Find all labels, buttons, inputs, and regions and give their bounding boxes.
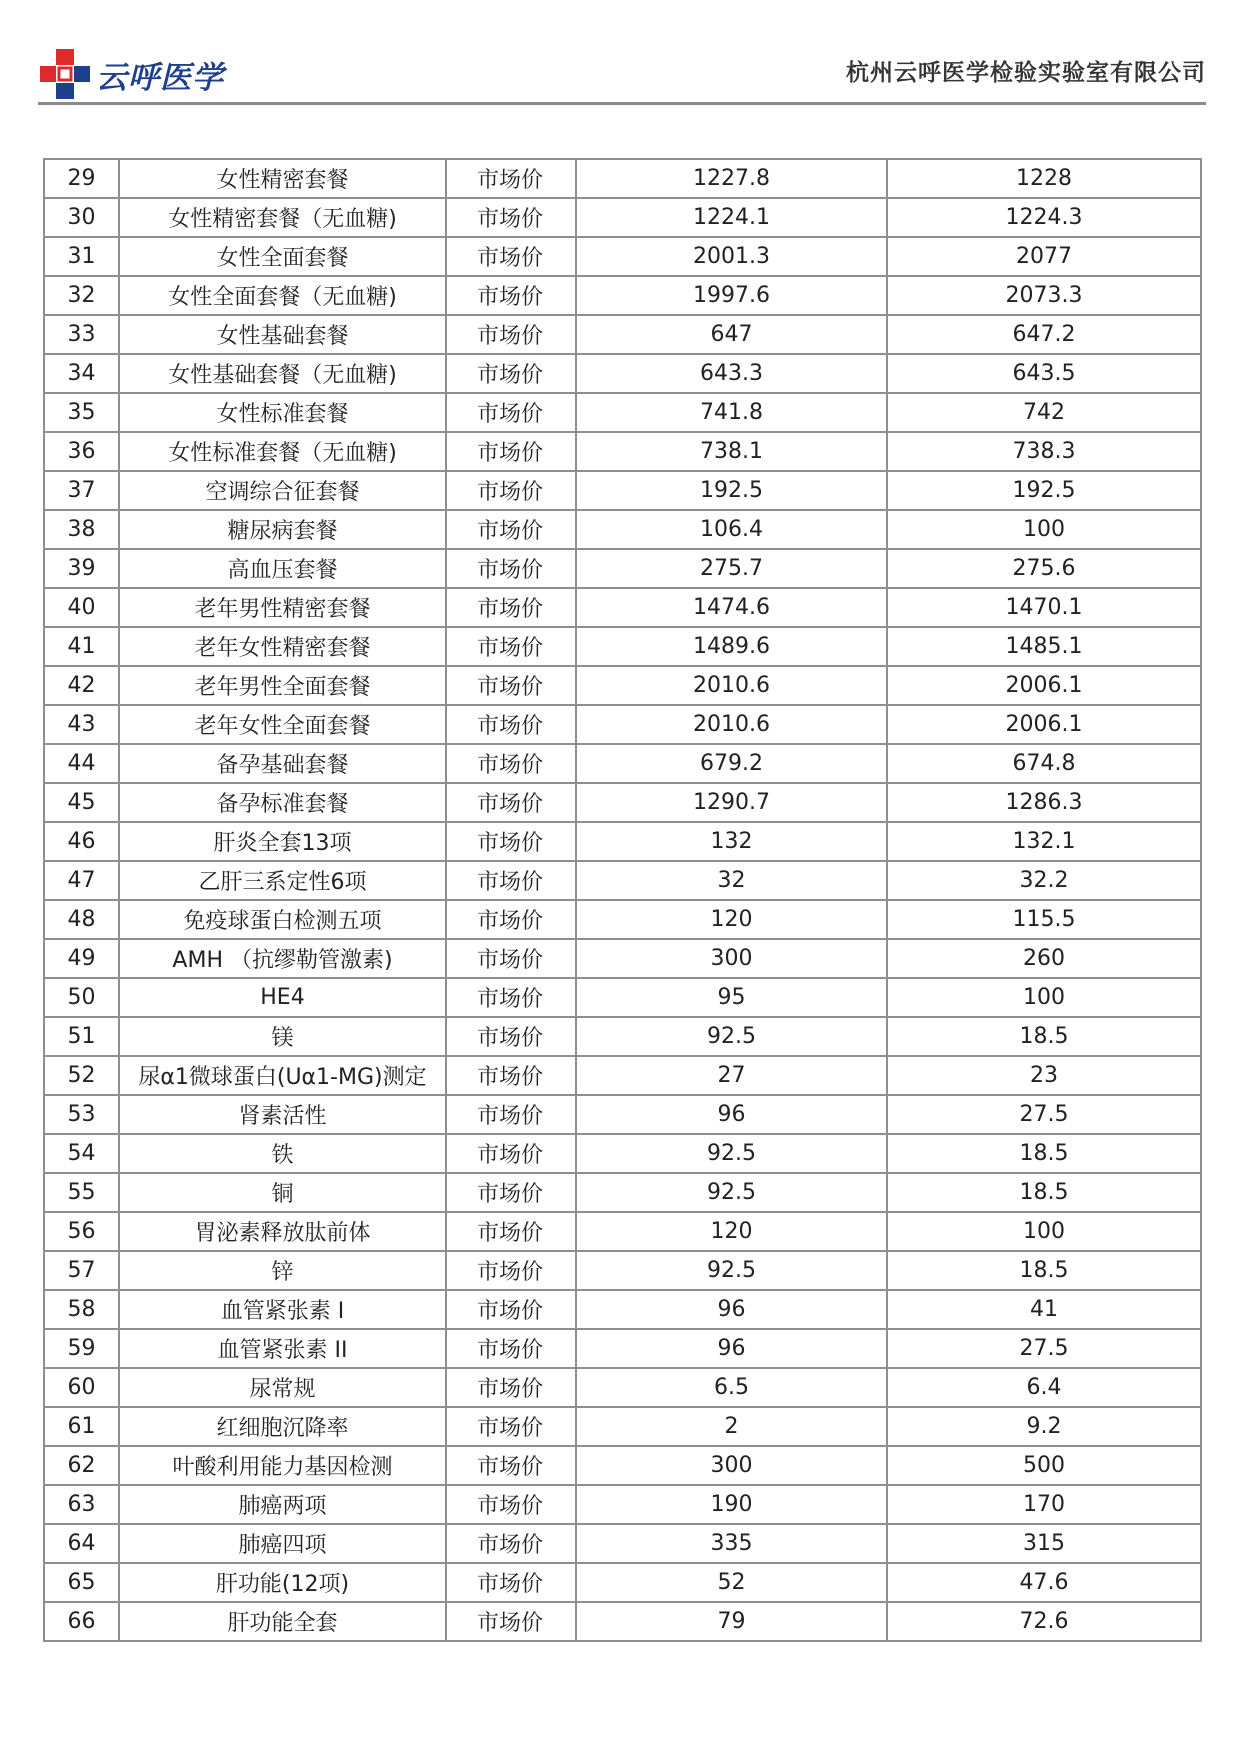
table-row (44, 198, 1201, 237)
price-type-cell: 市场价 (446, 237, 576, 276)
price-cell: 2073.3 (887, 276, 1201, 315)
price-type-cell: 市场价 (446, 1017, 576, 1056)
row-number-cell: 40 (44, 588, 119, 627)
price-cell: 1224.3 (887, 198, 1201, 237)
item-name-cell: 备孕基础套餐 (119, 744, 446, 783)
row-number-cell: 39 (44, 549, 119, 588)
table-row (44, 1563, 1201, 1602)
price-type-cell: 市场价 (446, 1056, 576, 1095)
item-name-cell: 女性基础套餐 (119, 315, 446, 354)
price-type-cell: 市场价 (446, 1134, 576, 1173)
item-name-cell: 免疫球蛋白检测五项 (119, 900, 446, 939)
table-row (44, 471, 1201, 510)
row-number-cell: 58 (44, 1290, 119, 1329)
price-cell: 27 (576, 1056, 887, 1095)
price-type-cell: 市场价 (446, 1524, 576, 1563)
row-number-cell: 42 (44, 666, 119, 705)
table-row (44, 627, 1201, 666)
item-name-cell: 尿α1微球蛋白(Uα1-MG)测定 (119, 1056, 446, 1095)
table-row (44, 1407, 1201, 1446)
price-type-cell: 市场价 (446, 510, 576, 549)
page-header (38, 40, 1206, 106)
item-name-cell: 女性标准套餐 (119, 393, 446, 432)
row-number-cell: 32 (44, 276, 119, 315)
price-type-cell: 市场价 (446, 705, 576, 744)
price-type-cell: 市场价 (446, 159, 576, 198)
price-type-cell: 市场价 (446, 978, 576, 1017)
item-name-cell: 备孕标准套餐 (119, 783, 446, 822)
price-type-cell: 市场价 (446, 1173, 576, 1212)
price-cell: 23 (887, 1056, 1201, 1095)
price-type-cell: 市场价 (446, 1095, 576, 1134)
price-cell: 300 (576, 1446, 887, 1485)
price-cell: 647 (576, 315, 887, 354)
row-number-cell: 30 (44, 198, 119, 237)
price-cell: 1290.7 (576, 783, 887, 822)
price-cell: 260 (887, 939, 1201, 978)
row-number-cell: 59 (44, 1329, 119, 1368)
table-row (44, 1602, 1201, 1641)
price-type-cell: 市场价 (446, 432, 576, 471)
row-number-cell: 51 (44, 1017, 119, 1056)
price-cell: 95 (576, 978, 887, 1017)
price-type-cell: 市场价 (446, 822, 576, 861)
price-cell: 1485.1 (887, 627, 1201, 666)
price-type-cell: 市场价 (446, 744, 576, 783)
price-cell: 120 (576, 900, 887, 939)
row-number-cell: 54 (44, 1134, 119, 1173)
price-cell: 115.5 (887, 900, 1201, 939)
table-row (44, 1134, 1201, 1173)
row-number-cell: 35 (44, 393, 119, 432)
price-cell: 2006.1 (887, 666, 1201, 705)
table-row (44, 861, 1201, 900)
price-cell: 18.5 (887, 1134, 1201, 1173)
item-name-cell: 女性全面套餐 (119, 237, 446, 276)
price-cell: 500 (887, 1446, 1201, 1485)
price-cell: 2077 (887, 237, 1201, 276)
row-number-cell: 56 (44, 1212, 119, 1251)
table-row (44, 1368, 1201, 1407)
row-number-cell: 33 (44, 315, 119, 354)
item-name-cell: 肾素活性 (119, 1095, 446, 1134)
item-name-cell: 铁 (119, 1134, 446, 1173)
item-name-cell: 肺癌四项 (119, 1524, 446, 1563)
item-name-cell: HE4 (119, 978, 446, 1017)
table-row (44, 237, 1201, 276)
price-cell: 52 (576, 1563, 887, 1602)
price-cell: 100 (887, 510, 1201, 549)
item-name-cell: 老年男性精密套餐 (119, 588, 446, 627)
table-row (44, 588, 1201, 627)
table-row (44, 1173, 1201, 1212)
table-row (44, 159, 1201, 198)
item-name-cell: 锌 (119, 1251, 446, 1290)
price-cell: 6.5 (576, 1368, 887, 1407)
table-row (44, 354, 1201, 393)
logo-text: 云呼医学 (96, 59, 224, 96)
price-cell: 1228 (887, 159, 1201, 198)
row-number-cell: 46 (44, 822, 119, 861)
row-number-cell: 37 (44, 471, 119, 510)
price-type-cell: 市场价 (446, 1485, 576, 1524)
price-cell: 32 (576, 861, 887, 900)
price-type-cell: 市场价 (446, 1368, 576, 1407)
table-row (44, 1485, 1201, 1524)
price-cell: 1489.6 (576, 627, 887, 666)
price-cell: 47.6 (887, 1563, 1201, 1602)
table-row (44, 939, 1201, 978)
price-cell: 79 (576, 1602, 887, 1641)
price-cell: 643.3 (576, 354, 887, 393)
price-cell: 92.5 (576, 1017, 887, 1056)
item-name-cell: 镁 (119, 1017, 446, 1056)
price-cell: 335 (576, 1524, 887, 1563)
item-name-cell: 胃泌素释放肽前体 (119, 1212, 446, 1251)
price-cell: 674.8 (887, 744, 1201, 783)
price-cell: 18.5 (887, 1017, 1201, 1056)
table-row (44, 1290, 1201, 1329)
row-number-cell: 62 (44, 1446, 119, 1485)
price-cell: 6.4 (887, 1368, 1201, 1407)
price-type-cell: 市场价 (446, 354, 576, 393)
row-number-cell: 60 (44, 1368, 119, 1407)
company-name: 杭州云呼医学检验实验室有限公司 (846, 60, 1206, 86)
price-table-body (44, 159, 1201, 1641)
price-type-cell: 市场价 (446, 666, 576, 705)
price-cell: 2010.6 (576, 666, 887, 705)
table-row (44, 1212, 1201, 1251)
price-cell: 100 (887, 978, 1201, 1017)
logo (38, 46, 224, 102)
table-row (44, 783, 1201, 822)
table-row (44, 549, 1201, 588)
price-cell: 2001.3 (576, 237, 887, 276)
item-name-cell: 高血压套餐 (119, 549, 446, 588)
item-name-cell: 老年男性全面套餐 (119, 666, 446, 705)
row-number-cell: 47 (44, 861, 119, 900)
price-cell: 738.1 (576, 432, 887, 471)
item-name-cell: 女性精密套餐（无血糖) (119, 198, 446, 237)
price-cell: 1227.8 (576, 159, 887, 198)
row-number-cell: 49 (44, 939, 119, 978)
item-name-cell: 肝炎全套13项 (119, 822, 446, 861)
item-name-cell: 糖尿病套餐 (119, 510, 446, 549)
table-row (44, 1446, 1201, 1485)
row-number-cell: 66 (44, 1602, 119, 1641)
price-cell: 27.5 (887, 1095, 1201, 1134)
table-row (44, 315, 1201, 354)
price-cell: 120 (576, 1212, 887, 1251)
table-row (44, 432, 1201, 471)
item-name-cell: 肝功能(12项) (119, 1563, 446, 1602)
table-row (44, 666, 1201, 705)
price-cell: 132.1 (887, 822, 1201, 861)
item-name-cell: 空调综合征套餐 (119, 471, 446, 510)
price-type-cell: 市场价 (446, 276, 576, 315)
price-table (43, 158, 1202, 1642)
table-row (44, 393, 1201, 432)
row-number-cell: 44 (44, 744, 119, 783)
item-name-cell: 红细胞沉降率 (119, 1407, 446, 1446)
item-name-cell: AMH （抗缪勒管激素) (119, 939, 446, 978)
table-row (44, 822, 1201, 861)
row-number-cell: 34 (44, 354, 119, 393)
row-number-cell: 52 (44, 1056, 119, 1095)
row-number-cell: 61 (44, 1407, 119, 1446)
price-type-cell: 市场价 (446, 1290, 576, 1329)
price-cell: 92.5 (576, 1134, 887, 1173)
row-number-cell: 41 (44, 627, 119, 666)
table-row (44, 1095, 1201, 1134)
price-cell: 2006.1 (887, 705, 1201, 744)
table-row (44, 978, 1201, 1017)
price-type-cell: 市场价 (446, 1563, 576, 1602)
price-cell: 679.2 (576, 744, 887, 783)
price-cell: 9.2 (887, 1407, 1201, 1446)
price-type-cell: 市场价 (446, 1212, 576, 1251)
medical-cross-logo-icon (38, 47, 92, 101)
price-cell: 41 (887, 1290, 1201, 1329)
price-cell: 192.5 (887, 471, 1201, 510)
price-cell: 192.5 (576, 471, 887, 510)
row-number-cell: 38 (44, 510, 119, 549)
price-type-cell: 市场价 (446, 939, 576, 978)
price-cell: 92.5 (576, 1173, 887, 1212)
table-row (44, 900, 1201, 939)
row-number-cell: 43 (44, 705, 119, 744)
price-cell: 741.8 (576, 393, 887, 432)
item-name-cell: 叶酸利用能力基因检测 (119, 1446, 446, 1485)
table-row (44, 1251, 1201, 1290)
price-cell: 275.7 (576, 549, 887, 588)
price-cell: 106.4 (576, 510, 887, 549)
item-name-cell: 女性标准套餐（无血糖) (119, 432, 446, 471)
price-type-cell: 市场价 (446, 549, 576, 588)
price-cell: 100 (887, 1212, 1201, 1251)
row-number-cell: 65 (44, 1563, 119, 1602)
row-number-cell: 50 (44, 978, 119, 1017)
price-cell: 647.2 (887, 315, 1201, 354)
item-name-cell: 肺癌两项 (119, 1485, 446, 1524)
price-type-cell: 市场价 (446, 1602, 576, 1641)
row-number-cell: 48 (44, 900, 119, 939)
row-number-cell: 57 (44, 1251, 119, 1290)
item-name-cell: 血管紧张素 I (119, 1290, 446, 1329)
price-type-cell: 市场价 (446, 1446, 576, 1485)
price-cell: 170 (887, 1485, 1201, 1524)
price-cell: 2 (576, 1407, 887, 1446)
price-type-cell: 市场价 (446, 1251, 576, 1290)
price-cell: 72.6 (887, 1602, 1201, 1641)
table-row (44, 276, 1201, 315)
price-cell: 92.5 (576, 1251, 887, 1290)
item-name-cell: 尿常规 (119, 1368, 446, 1407)
item-name-cell: 女性基础套餐（无血糖) (119, 354, 446, 393)
table-row (44, 1017, 1201, 1056)
table-row (44, 744, 1201, 783)
price-cell: 190 (576, 1485, 887, 1524)
header-divider (38, 102, 1206, 105)
table-row (44, 705, 1201, 744)
price-cell: 643.5 (887, 354, 1201, 393)
row-number-cell: 55 (44, 1173, 119, 1212)
price-cell: 96 (576, 1290, 887, 1329)
item-name-cell: 血管紧张素 II (119, 1329, 446, 1368)
row-number-cell: 29 (44, 159, 119, 198)
price-type-cell: 市场价 (446, 627, 576, 666)
price-cell: 18.5 (887, 1173, 1201, 1212)
price-cell: 1997.6 (576, 276, 887, 315)
table-row (44, 510, 1201, 549)
price-type-cell: 市场价 (446, 900, 576, 939)
table-row (44, 1056, 1201, 1095)
price-type-cell: 市场价 (446, 393, 576, 432)
price-cell: 18.5 (887, 1251, 1201, 1290)
item-name-cell: 乙肝三系定性6项 (119, 861, 446, 900)
price-type-cell: 市场价 (446, 588, 576, 627)
item-name-cell: 铜 (119, 1173, 446, 1212)
table-row (44, 1524, 1201, 1563)
price-cell: 742 (887, 393, 1201, 432)
item-name-cell: 老年女性全面套餐 (119, 705, 446, 744)
price-cell: 1470.1 (887, 588, 1201, 627)
price-type-cell: 市场价 (446, 471, 576, 510)
item-name-cell: 老年女性精密套餐 (119, 627, 446, 666)
price-type-cell: 市场价 (446, 1329, 576, 1368)
row-number-cell: 64 (44, 1524, 119, 1563)
price-type-cell: 市场价 (446, 315, 576, 354)
price-cell: 96 (576, 1329, 887, 1368)
price-cell: 132 (576, 822, 887, 861)
item-name-cell: 肝功能全套 (119, 1602, 446, 1641)
row-number-cell: 36 (44, 432, 119, 471)
table-row (44, 1329, 1201, 1368)
price-cell: 27.5 (887, 1329, 1201, 1368)
row-number-cell: 53 (44, 1095, 119, 1134)
price-type-cell: 市场价 (446, 1407, 576, 1446)
price-cell: 1286.3 (887, 783, 1201, 822)
item-name-cell: 女性全面套餐（无血糖) (119, 276, 446, 315)
price-cell: 2010.6 (576, 705, 887, 744)
price-cell: 275.6 (887, 549, 1201, 588)
price-cell: 300 (576, 939, 887, 978)
item-name-cell: 女性精密套餐 (119, 159, 446, 198)
row-number-cell: 63 (44, 1485, 119, 1524)
price-type-cell: 市场价 (446, 861, 576, 900)
price-type-cell: 市场价 (446, 198, 576, 237)
price-cell: 738.3 (887, 432, 1201, 471)
row-number-cell: 31 (44, 237, 119, 276)
price-cell: 1474.6 (576, 588, 887, 627)
price-cell: 96 (576, 1095, 887, 1134)
row-number-cell: 45 (44, 783, 119, 822)
price-cell: 315 (887, 1524, 1201, 1563)
price-type-cell: 市场价 (446, 783, 576, 822)
price-cell: 1224.1 (576, 198, 887, 237)
price-cell: 32.2 (887, 861, 1201, 900)
